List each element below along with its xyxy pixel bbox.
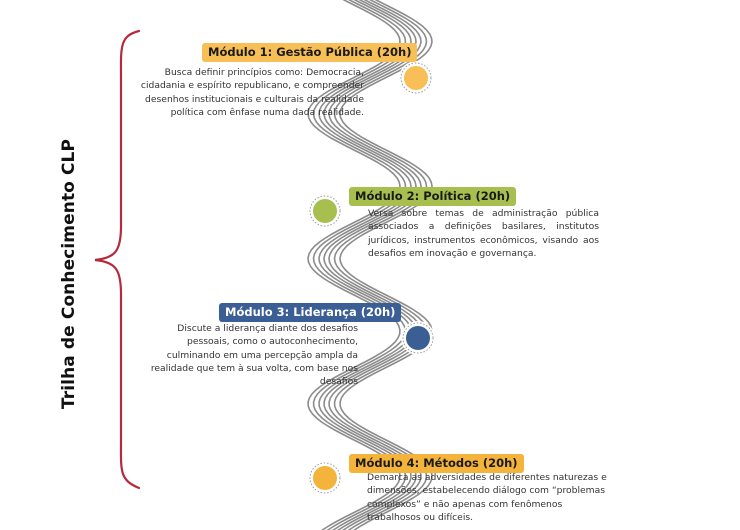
module-4-marker — [308, 461, 342, 495]
module-4-description: Demarca as adversidades de diferentes naturezas e dimensões, estabelecendo diálogo com “problemas complexos” e não apenas com fenômenos trabalhosos ou difíceis. — [367, 472, 607, 523]
module-1-marker — [399, 61, 433, 95]
module-1-description: Busca definir princípios como: Democracia, cidadania e espírito republicano, e compreender desenhos institucionais e culturais da realidade política com ênfase numa dada realidade. — [140, 67, 364, 118]
module-3-label: Módulo 3: Liderança (20h) — [219, 303, 401, 322]
module-1-label: Módulo 1: Gestão Pública (20h) — [202, 43, 417, 62]
marker-dot — [404, 66, 428, 90]
module-markers — [308, 61, 435, 495]
module-2-marker — [308, 194, 342, 228]
module-4-label: Módulo 4: Métodos (20h) — [349, 454, 524, 473]
module-3-description: Discute a liderança diante dos desafios pessoais, como o autoconhecimento, culminando em uma percepção ampla da realidade que tem à sua volta, com base nos desafios — [150, 323, 358, 388]
module-2-description: Versa sobre temas de administração pública associados a definições basilares, institutos jurídicos, instrumentos econômicos, visando aos desafios em inovação e governança. — [368, 208, 599, 259]
marker-dot — [313, 466, 337, 490]
module-3-marker — [401, 321, 435, 355]
marker-dot — [406, 326, 430, 350]
marker-dot — [313, 199, 337, 223]
diagram-title: Trilha de Conhecimento CLP — [59, 138, 79, 410]
module-2-label: Módulo 2: Política (20h) — [349, 187, 516, 206]
